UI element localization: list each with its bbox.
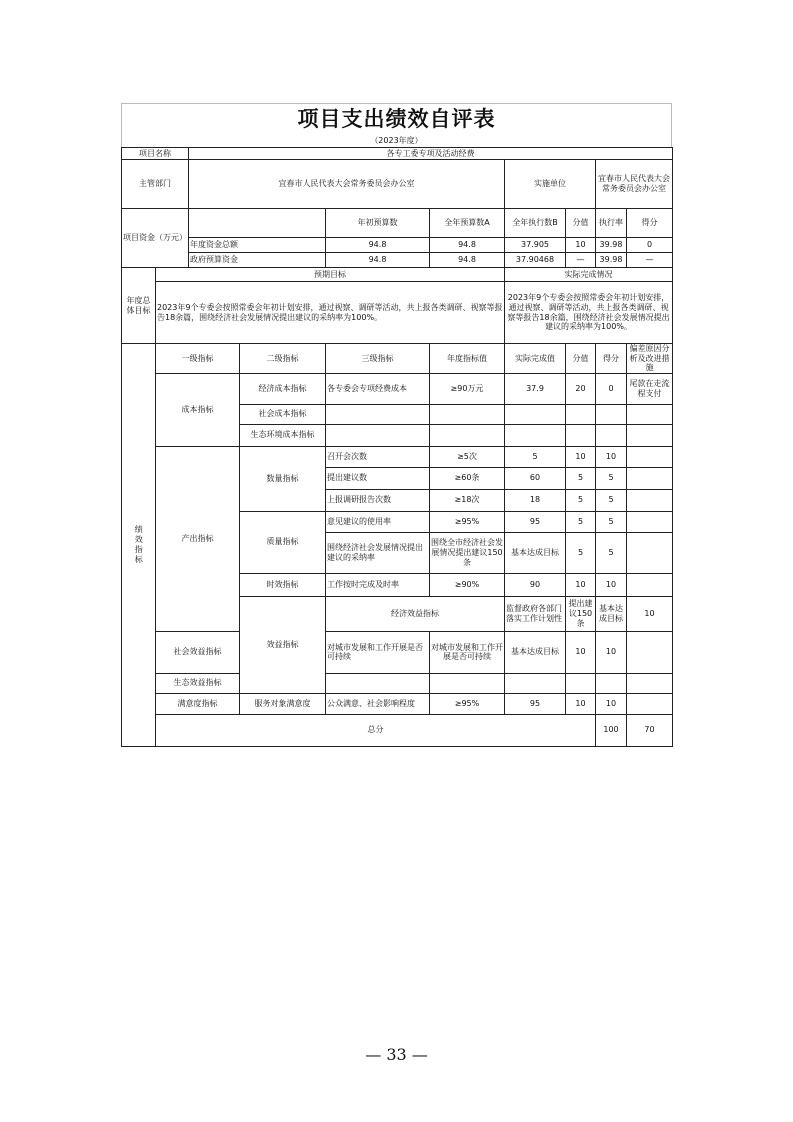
funds-header-cell: 全年执行数B [505,209,566,238]
remark-cell [627,573,673,596]
target-cell: ≥95% [430,511,505,532]
got-cell: 10 [596,693,627,714]
project-name-label: 项目名称 [122,148,189,160]
funds-header-cell: 得分 [627,209,673,238]
funds-header-cell: 全年预算数A [430,209,505,238]
total-label: 总分 [156,714,596,746]
funds-cell: 10 [566,238,596,253]
perf-header-cell: 得分 [596,344,627,374]
target-cell: ≥95% [430,693,505,714]
remark-cell [627,446,673,467]
target-cell: 提出建议150条 [566,596,596,631]
perf-header-cell: 实际完成值 [505,344,566,374]
level2-cell: 社会成本指标 [240,404,326,424]
goal-label: 年度总体目标 [122,268,156,344]
actual-cell: 18 [505,489,566,511]
target-cell: 对城市发展和工作开展是否可持续 [430,631,505,673]
funds-header-cell: 分值 [566,209,596,238]
score-cell: 20 [566,373,596,404]
page-number: — 33 — [365,1045,428,1064]
got-cell: 5 [596,532,627,573]
got-cell: 5 [596,511,627,532]
got-cell: 10 [596,631,627,673]
total-score: 100 [596,714,627,746]
level2-cell: 时效指标 [240,573,326,596]
level3-cell: 监督政府各部门落实工作计划性 [505,596,566,631]
actual-cell: 95 [505,511,566,532]
funds-row-label: 年度资金总额 [189,238,326,253]
self-evaluation-sheet [121,103,672,747]
remark-cell [627,693,673,714]
impl-label: 实施单位 [505,160,596,209]
actual-cell: 90 [505,573,566,596]
goal-expected-label: 预期目标 [156,268,505,282]
funds-cell: 0 [627,238,673,253]
level1-output: 产出指标 [156,446,240,631]
funds-row-label: 政府预算资金 [189,253,326,268]
actual-cell: 95 [505,693,566,714]
dept-value: 宜春市人民代表大会常务委员会办公室 [189,160,505,209]
got-cell: 5 [596,489,627,511]
level3-cell: 公众满意、社会影响程度 [326,693,430,714]
target-cell: ≥90万元 [430,373,505,404]
perf-header-cell: 二级指标 [240,344,326,374]
level1-benefit: 效益指标 [240,596,326,693]
funds-cell: 39.98 [596,253,627,268]
perf-header-cell: 年度指标值 [430,344,505,374]
funds-header-cell: 执行率 [596,209,627,238]
got-cell: 10 [596,446,627,467]
document-title: 项目支出绩效自评表 [121,103,672,134]
funds-row [122,238,673,253]
level3-cell: 提出建议数 [326,467,430,489]
target-cell: ≥90% [430,573,505,596]
score-cell: 5 [566,489,596,511]
target-cell: ≥5次 [430,446,505,467]
funds-cell: 39.98 [596,238,627,253]
level2-cell: 生态效益指标 [156,673,240,693]
funds-cell: — [566,253,596,268]
funds-cell: 94.8 [430,253,505,268]
level2-cell: 经济成本指标 [240,373,326,404]
level3-cell: 工作按时完成及时率 [326,573,430,596]
level3-cell: 各专委会专项经费成本 [326,373,430,404]
funds-header-blank [189,209,326,238]
level2-cell: 质量指标 [240,511,326,573]
table-row [122,373,673,404]
score-cell: 10 [566,446,596,467]
table-row [122,631,673,673]
department-row [122,160,673,209]
level3-cell: 对城市发展和工作开展是否可持续 [326,631,430,673]
perf-header-cell: 一级指标 [156,344,240,374]
target-cell: 围绕全市经济社会发展情况提出建议150条 [430,532,505,573]
table-row [122,673,673,693]
actual-cell: 5 [505,446,566,467]
goal-expected-text: 2023年9个专委会按照常委会年初计划安排，通过视察、调研等活动，共上报各类调研、视察等报告18余篇，围绕经济社会发展情况提出建议的采纳率为100%。 [156,282,505,344]
funds-cell: 94.8 [326,253,430,268]
remark-cell [627,467,673,489]
goal-actual-label: 实际完成情况 [505,268,673,282]
remark-cell: 尾款在走流程支付 [627,373,673,404]
funds-cell: 94.8 [326,238,430,253]
actual-cell: 60 [505,467,566,489]
remark-cell [627,631,673,673]
level2-cell: 数量指标 [240,446,326,511]
got-cell: 10 [596,573,627,596]
total-got: 70 [627,714,673,746]
score-cell: 10 [627,596,673,631]
level2-cell: 生态环境成本指标 [240,424,326,446]
funds-cell: 37.90468 [505,253,566,268]
actual-cell: 基本达成目标 [505,532,566,573]
funds-header-cell: 年初预算数 [326,209,430,238]
perf-header-cell: 三级指标 [326,344,430,374]
table-row [122,446,673,467]
target-cell: ≥60条 [430,467,505,489]
actual-cell: 基本达成目标 [596,596,627,631]
impl-value: 宜春市人民代表大会常务委员会办公室 [596,160,673,209]
goal-content-row [122,282,673,344]
goal-actual-text: 2023年9个专委会按照常委会年初计划安排，通过视察、调研等活动，共上报各类调研、视察等报告18余篇，围绕经济社会发展情况提出建议的采纳率为100%。 [505,282,673,344]
level3-cell: 上报调研报告次数 [326,489,430,511]
level2-cell: 社会效益指标 [156,631,240,673]
score-cell: 5 [566,532,596,573]
project-name-value: 各专工委专项及活动经费 [189,148,673,160]
actual-cell: 基本达成目标 [505,631,566,673]
level1-cost: 成本指标 [156,373,240,446]
evaluation-table [121,147,673,747]
score-cell: 10 [566,693,596,714]
level3-cell: 意见建议的使用率 [326,511,430,532]
total-row [122,714,673,746]
year-label: （2023年度） [121,134,672,147]
score-cell: 10 [566,631,596,673]
score-cell: 5 [566,467,596,489]
funds-cell: 37.905 [505,238,566,253]
level1-satisfaction: 满意度指标 [156,693,240,714]
level2-cell: 服务对象满意度 [240,693,326,714]
level3-cell: 围绕经济社会发展情况提出建议的采纳率 [326,532,430,573]
remark-cell [627,532,673,573]
goal-header-row [122,268,673,282]
score-cell: 5 [566,511,596,532]
perf-header-row [122,344,673,374]
dept-label: 主管部门 [122,160,189,209]
perf-header-cell: 分值 [566,344,596,374]
funds-cell: 94.8 [430,238,505,253]
funds-label: 项目资金（万元） [122,209,189,268]
funds-row [122,253,673,268]
remark-cell [627,511,673,532]
project-name-row [122,148,673,160]
funds-header-row [122,209,673,238]
level3-cell: 召开会次数 [326,446,430,467]
table-row [122,693,673,714]
got-cell: 0 [596,373,627,404]
actual-cell: 37.9 [505,373,566,404]
perf-label: 绩效指标 [122,344,156,747]
score-cell: 10 [566,573,596,596]
remark-cell [627,489,673,511]
got-cell: 5 [596,467,627,489]
level2-cell: 经济效益指标 [326,596,505,631]
target-cell: ≥18次 [430,489,505,511]
perf-header-cell: 偏差原因分析及改进措施 [627,344,673,374]
funds-cell: — [627,253,673,268]
